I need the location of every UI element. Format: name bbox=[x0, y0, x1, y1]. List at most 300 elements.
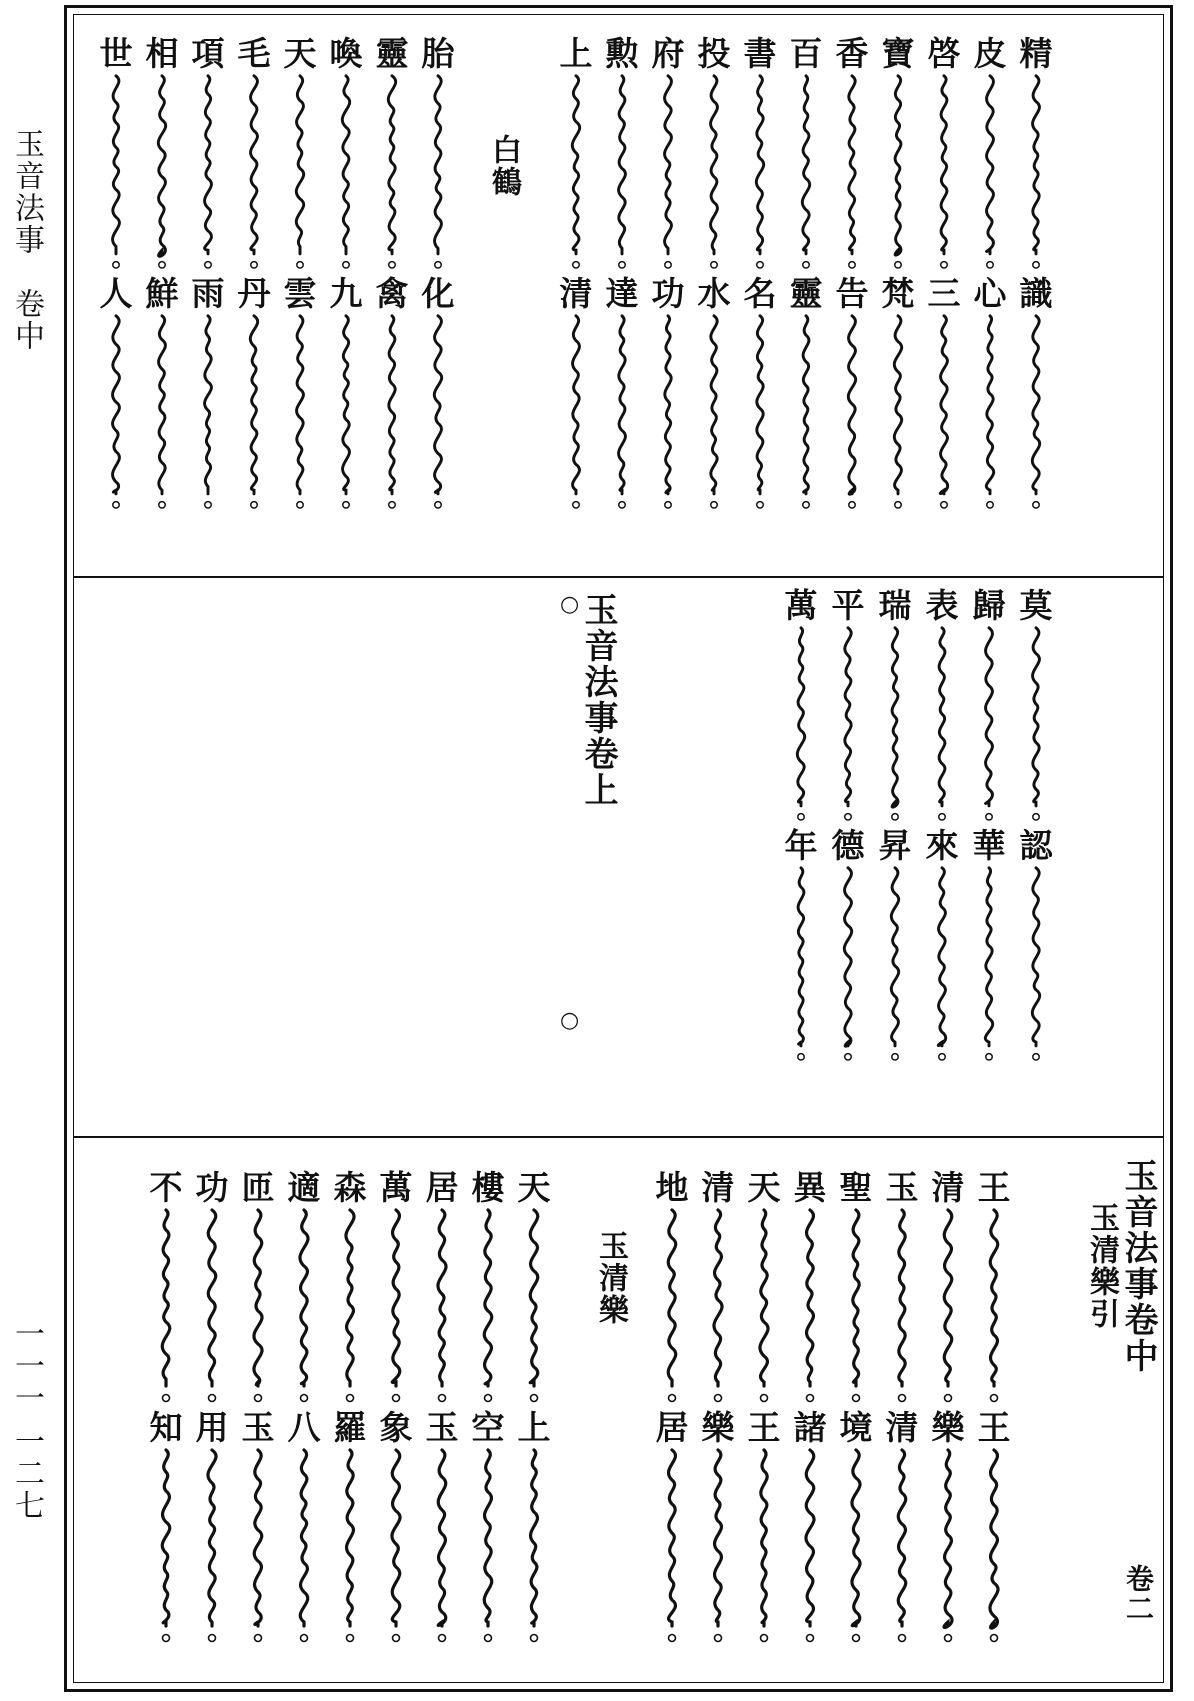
top-section bbox=[73, 14, 1164, 574]
lyric-unit bbox=[743, 34, 777, 274]
lyric-character: 八 bbox=[287, 1408, 321, 1447]
lyric-character: 適 bbox=[287, 1168, 321, 1207]
neume-stroke bbox=[793, 1448, 827, 1648]
neume-stroke bbox=[287, 1448, 321, 1648]
notation-column bbox=[743, 34, 777, 514]
lyric-unit bbox=[605, 34, 639, 274]
lyric-unit bbox=[191, 34, 225, 274]
neume-stroke bbox=[517, 1208, 551, 1408]
notation-column bbox=[972, 586, 1006, 1066]
neume-stroke bbox=[697, 74, 731, 274]
neume-stroke bbox=[831, 626, 865, 826]
lyric-character: 樂 bbox=[931, 1408, 965, 1447]
neume-stroke bbox=[931, 1448, 965, 1648]
notation-column bbox=[885, 1168, 919, 1648]
lyric-character: 丹 bbox=[237, 274, 271, 313]
lyric-character: 歸 bbox=[972, 586, 1006, 625]
lyric-unit bbox=[701, 1168, 735, 1408]
lyric-character: 來 bbox=[925, 826, 959, 865]
lyric-character: 寶 bbox=[881, 34, 915, 73]
lyric-unit bbox=[655, 1168, 689, 1408]
lyric-character: 雨 bbox=[191, 274, 225, 313]
lyric-unit bbox=[191, 274, 225, 514]
lyric-unit bbox=[283, 274, 317, 514]
lyric-character: 世 bbox=[99, 34, 133, 73]
lyric-character: 清 bbox=[931, 1168, 965, 1207]
lyric-character: 化 bbox=[421, 274, 455, 313]
lyric-character: 書 bbox=[743, 34, 777, 73]
notation-column bbox=[329, 34, 363, 514]
neume-stroke bbox=[379, 1208, 413, 1408]
lyric-character: 王 bbox=[747, 1408, 781, 1447]
neume-stroke bbox=[333, 1448, 367, 1648]
lyric-unit bbox=[99, 34, 133, 274]
lyric-character: 水 bbox=[697, 274, 731, 313]
neume-stroke bbox=[99, 314, 133, 514]
notation-column bbox=[973, 34, 1007, 514]
lyric-unit bbox=[241, 1408, 275, 1648]
lyric-unit bbox=[421, 274, 455, 514]
lyric-character: 玉 bbox=[885, 1168, 919, 1207]
neume-stroke bbox=[931, 1208, 965, 1408]
neume-stroke bbox=[878, 866, 912, 1066]
neume-stroke bbox=[195, 1208, 229, 1408]
lyric-character: 啓 bbox=[927, 34, 961, 73]
neume-stroke bbox=[145, 314, 179, 514]
neume-stroke bbox=[375, 314, 409, 514]
neume-stroke bbox=[701, 1208, 735, 1408]
lyric-unit bbox=[287, 1168, 321, 1408]
lyric-unit bbox=[651, 34, 685, 274]
neume-stroke bbox=[195, 1448, 229, 1648]
notation-column bbox=[379, 1168, 413, 1648]
lyric-unit bbox=[517, 1168, 551, 1408]
lyric-character: 玉 bbox=[425, 1408, 459, 1447]
neume-stroke bbox=[1019, 626, 1053, 826]
neume-stroke bbox=[421, 314, 455, 514]
neume-stroke bbox=[878, 626, 912, 826]
notation-column bbox=[149, 1168, 183, 1648]
lyric-unit bbox=[972, 826, 1006, 1066]
lyric-character: 平 bbox=[831, 586, 865, 625]
lyric-character: 居 bbox=[655, 1408, 689, 1447]
notation-column bbox=[784, 586, 818, 1066]
subtitle-baihe: 白鶴 bbox=[486, 134, 521, 198]
neume-stroke bbox=[784, 626, 818, 826]
neume-stroke bbox=[333, 1208, 367, 1408]
notation-column bbox=[195, 1168, 229, 1648]
neume-stroke bbox=[379, 1448, 413, 1648]
lyric-unit bbox=[793, 1408, 827, 1648]
neume-stroke bbox=[375, 74, 409, 274]
lyric-character: 王 bbox=[977, 1408, 1011, 1447]
neume-stroke bbox=[655, 1448, 689, 1648]
lyric-character: 人 bbox=[99, 274, 133, 313]
neume-stroke bbox=[425, 1208, 459, 1408]
lyric-unit bbox=[784, 826, 818, 1066]
neume-stroke bbox=[605, 314, 639, 514]
neume-stroke bbox=[651, 74, 685, 274]
notation-column bbox=[421, 34, 455, 514]
lyric-unit bbox=[697, 274, 731, 514]
neume-stroke bbox=[99, 74, 133, 274]
notation-column bbox=[517, 1168, 551, 1648]
lyric-unit bbox=[329, 34, 363, 274]
notation-column bbox=[333, 1168, 367, 1648]
neume-stroke bbox=[784, 866, 818, 1066]
neume-stroke bbox=[789, 314, 823, 514]
notation-column bbox=[839, 1168, 873, 1648]
lyric-unit bbox=[793, 1168, 827, 1408]
notation-column bbox=[878, 586, 912, 1066]
lyric-character: 象 bbox=[379, 1408, 413, 1447]
lyric-character: 心 bbox=[973, 274, 1007, 313]
lyric-character: 天 bbox=[517, 1168, 551, 1207]
lyric-character: 上 bbox=[517, 1408, 551, 1447]
lyric-unit bbox=[747, 1168, 781, 1408]
lyric-unit bbox=[651, 274, 685, 514]
neume-stroke bbox=[283, 74, 317, 274]
lyric-unit bbox=[839, 1168, 873, 1408]
lyric-unit bbox=[831, 586, 865, 826]
lyric-unit bbox=[333, 1408, 367, 1648]
neume-stroke bbox=[697, 314, 731, 514]
lyric-character: 瑞 bbox=[878, 586, 912, 625]
lyric-character: 九 bbox=[329, 274, 363, 313]
neume-stroke bbox=[789, 74, 823, 274]
lyric-unit bbox=[99, 274, 133, 514]
neume-stroke bbox=[925, 866, 959, 1066]
lyric-unit bbox=[237, 34, 271, 274]
neume-stroke bbox=[927, 314, 961, 514]
lyric-character: 毛 bbox=[237, 34, 271, 73]
neume-stroke bbox=[517, 1448, 551, 1648]
lyric-character: 相 bbox=[145, 34, 179, 73]
neume-stroke bbox=[655, 1208, 689, 1408]
neume-stroke bbox=[287, 1208, 321, 1408]
section-title-1: 玉清樂引 bbox=[1084, 1202, 1119, 1330]
lyric-unit bbox=[559, 274, 593, 514]
notation-column bbox=[471, 1168, 505, 1648]
neume-stroke bbox=[471, 1208, 505, 1408]
lyric-unit bbox=[972, 586, 1006, 826]
lyric-character: 昇 bbox=[878, 826, 912, 865]
lyric-character: 萬 bbox=[379, 1168, 413, 1207]
lyric-character: 靈 bbox=[375, 34, 409, 73]
lyric-character: 梵 bbox=[881, 274, 915, 313]
lyric-unit bbox=[927, 274, 961, 514]
neume-stroke bbox=[977, 1208, 1011, 1408]
neume-stroke bbox=[793, 1208, 827, 1408]
neume-stroke bbox=[421, 74, 455, 274]
neume-stroke bbox=[925, 626, 959, 826]
lyric-unit bbox=[1019, 34, 1053, 274]
lyric-unit bbox=[835, 34, 869, 274]
lyric-unit bbox=[655, 1408, 689, 1648]
lyric-character: 禽 bbox=[375, 274, 409, 313]
lyric-character: 華 bbox=[972, 826, 1006, 865]
neume-stroke bbox=[329, 314, 363, 514]
notation-column bbox=[831, 586, 865, 1066]
lyric-character: 年 bbox=[784, 826, 818, 865]
notation-column bbox=[287, 1168, 321, 1648]
neume-stroke bbox=[973, 314, 1007, 514]
neume-stroke bbox=[977, 1448, 1011, 1648]
lyric-unit bbox=[973, 274, 1007, 514]
lyric-character: 樂 bbox=[701, 1408, 735, 1447]
lyric-character: 達 bbox=[605, 274, 639, 313]
lyric-unit bbox=[425, 1168, 459, 1408]
lyric-unit bbox=[697, 34, 731, 274]
lyric-character: 居 bbox=[425, 1168, 459, 1207]
notation-column bbox=[237, 34, 271, 514]
page-frame bbox=[64, 5, 1173, 1692]
lyric-character: 精 bbox=[1019, 34, 1053, 73]
lyric-unit bbox=[789, 34, 823, 274]
lyric-character: 喚 bbox=[329, 34, 363, 73]
lyric-character: 森 bbox=[333, 1168, 367, 1207]
neume-stroke bbox=[835, 314, 869, 514]
lyric-unit bbox=[425, 1408, 459, 1648]
lyric-unit bbox=[881, 34, 915, 274]
lyric-unit bbox=[973, 34, 1007, 274]
lyric-unit bbox=[145, 34, 179, 274]
neume-stroke bbox=[835, 74, 869, 274]
lyric-character: 投 bbox=[697, 34, 731, 73]
lyric-character: 匝 bbox=[241, 1168, 275, 1207]
notation-column bbox=[651, 34, 685, 514]
lyric-character: 天 bbox=[747, 1168, 781, 1207]
lyric-unit bbox=[421, 34, 455, 274]
lyric-unit bbox=[1019, 826, 1053, 1066]
notation-column bbox=[927, 34, 961, 514]
lyric-character: 認 bbox=[1019, 826, 1053, 865]
notation-column bbox=[835, 34, 869, 514]
neume-stroke bbox=[237, 314, 271, 514]
circle-mark: ○ bbox=[560, 592, 580, 617]
lyric-character: 清 bbox=[559, 274, 593, 313]
notation-column bbox=[881, 34, 915, 514]
neume-stroke bbox=[839, 1448, 873, 1648]
lyric-character: 三 bbox=[927, 274, 961, 313]
notation-column bbox=[375, 34, 409, 514]
neume-stroke bbox=[329, 74, 363, 274]
lyric-character: 表 bbox=[925, 586, 959, 625]
lyric-character: 莫 bbox=[1019, 586, 1053, 625]
section-title-2: 玉清樂 bbox=[593, 1230, 628, 1326]
notation-column bbox=[747, 1168, 781, 1648]
neume-stroke bbox=[972, 866, 1006, 1066]
neume-stroke bbox=[237, 74, 271, 274]
lyric-unit bbox=[784, 586, 818, 826]
notation-column bbox=[241, 1168, 275, 1648]
lyric-character: 地 bbox=[655, 1168, 689, 1207]
lyric-character: 鮮 bbox=[145, 274, 179, 313]
lyric-character: 胎 bbox=[421, 34, 455, 73]
lyric-unit bbox=[379, 1168, 413, 1408]
lyric-character: 府 bbox=[651, 34, 685, 73]
lyric-character: 知 bbox=[149, 1408, 183, 1447]
lyric-unit bbox=[1019, 274, 1053, 514]
notation-column bbox=[425, 1168, 459, 1648]
lyric-character: 上 bbox=[559, 34, 593, 73]
neume-stroke bbox=[425, 1448, 459, 1648]
lyric-unit bbox=[835, 274, 869, 514]
neume-stroke bbox=[973, 74, 1007, 274]
circle-mark: ○ bbox=[560, 1008, 580, 1033]
lyric-character: 異 bbox=[793, 1168, 827, 1207]
lyric-character: 靈 bbox=[789, 274, 823, 313]
lyric-unit bbox=[379, 1408, 413, 1648]
lyric-character: 萬 bbox=[784, 586, 818, 625]
neume-stroke bbox=[743, 314, 777, 514]
lyric-character: 百 bbox=[789, 34, 823, 73]
lyric-unit bbox=[559, 34, 593, 274]
lyric-unit bbox=[149, 1168, 183, 1408]
lyric-unit bbox=[517, 1408, 551, 1648]
neume-stroke bbox=[145, 74, 179, 274]
lyric-character: 玉 bbox=[241, 1408, 275, 1447]
lyric-unit bbox=[375, 34, 409, 274]
neume-stroke bbox=[241, 1208, 275, 1408]
lyric-unit bbox=[1019, 586, 1053, 826]
lyric-character: 識 bbox=[1019, 274, 1053, 313]
neume-stroke bbox=[559, 74, 593, 274]
neume-stroke bbox=[885, 1208, 919, 1408]
neume-stroke bbox=[701, 1448, 735, 1648]
lyric-unit bbox=[931, 1168, 965, 1408]
lyric-unit bbox=[878, 826, 912, 1066]
neume-stroke bbox=[651, 314, 685, 514]
neume-stroke bbox=[927, 74, 961, 274]
lyric-character: 聖 bbox=[839, 1168, 873, 1207]
lyric-unit bbox=[885, 1408, 919, 1648]
notation-column bbox=[1019, 586, 1053, 1066]
neume-stroke bbox=[972, 626, 1006, 826]
lyric-character: 功 bbox=[195, 1168, 229, 1207]
neume-stroke bbox=[605, 74, 639, 274]
notation-column bbox=[283, 34, 317, 514]
neume-stroke bbox=[839, 1208, 873, 1408]
lyric-unit bbox=[329, 274, 363, 514]
lyric-unit bbox=[287, 1408, 321, 1648]
neume-stroke bbox=[149, 1208, 183, 1408]
lyric-unit bbox=[789, 274, 823, 514]
notation-column bbox=[931, 1168, 965, 1648]
notation-column bbox=[559, 34, 593, 514]
page-number-margin: 一一一 一二七 bbox=[9, 1318, 44, 1522]
lyric-character: 皮 bbox=[973, 34, 1007, 73]
lyric-unit bbox=[237, 274, 271, 514]
book-title-margin: 玉音法事 卷中 bbox=[9, 128, 44, 352]
notation-column bbox=[697, 34, 731, 514]
lyric-character: 香 bbox=[835, 34, 869, 73]
bottom-section bbox=[73, 1136, 1164, 1683]
lyric-unit bbox=[839, 1408, 873, 1648]
lyric-unit bbox=[241, 1168, 275, 1408]
neume-stroke bbox=[241, 1448, 275, 1648]
neume-stroke bbox=[149, 1448, 183, 1648]
notation-column bbox=[99, 34, 133, 514]
neume-stroke bbox=[1019, 866, 1053, 1066]
lyric-unit bbox=[145, 274, 179, 514]
lyric-unit bbox=[471, 1408, 505, 1648]
neume-stroke bbox=[747, 1208, 781, 1408]
lyric-unit bbox=[925, 586, 959, 826]
middle-section bbox=[73, 576, 1164, 1136]
notation-column bbox=[977, 1168, 1011, 1648]
lyric-character: 勲 bbox=[605, 34, 639, 73]
end-title: 玉音法事卷上 bbox=[578, 592, 618, 808]
notation-column bbox=[701, 1168, 735, 1648]
lyric-unit bbox=[283, 34, 317, 274]
lyric-unit bbox=[977, 1168, 1011, 1408]
lyric-unit bbox=[375, 274, 409, 514]
lyric-unit bbox=[605, 274, 639, 514]
lyric-character: 清 bbox=[701, 1168, 735, 1207]
lyric-character: 清 bbox=[885, 1408, 919, 1447]
lyric-unit bbox=[701, 1408, 735, 1648]
lyric-character: 天 bbox=[283, 34, 317, 73]
lyric-character: 不 bbox=[149, 1168, 183, 1207]
lyric-unit bbox=[747, 1408, 781, 1648]
neume-stroke bbox=[191, 314, 225, 514]
lyric-unit bbox=[471, 1168, 505, 1408]
section-marker: 卷二 bbox=[1122, 1564, 1155, 1624]
neume-stroke bbox=[1019, 314, 1053, 514]
lyric-character: 名 bbox=[743, 274, 777, 313]
neume-stroke bbox=[881, 74, 915, 274]
lyric-unit bbox=[149, 1408, 183, 1648]
lyric-character: 樓 bbox=[471, 1168, 505, 1207]
neume-stroke bbox=[471, 1448, 505, 1648]
lyric-unit bbox=[831, 826, 865, 1066]
notation-column bbox=[145, 34, 179, 514]
lyric-character: 項 bbox=[191, 34, 225, 73]
lyric-unit bbox=[931, 1408, 965, 1648]
lyric-character: 諸 bbox=[793, 1408, 827, 1447]
notation-column bbox=[655, 1168, 689, 1648]
neume-stroke bbox=[283, 314, 317, 514]
neume-stroke bbox=[743, 74, 777, 274]
neume-stroke bbox=[831, 866, 865, 1066]
lyric-unit bbox=[195, 1408, 229, 1648]
lyric-character: 德 bbox=[831, 826, 865, 865]
lyric-character: 空 bbox=[471, 1408, 505, 1447]
lyric-character: 功 bbox=[651, 274, 685, 313]
neume-stroke bbox=[191, 74, 225, 274]
lyric-unit bbox=[885, 1168, 919, 1408]
neume-stroke bbox=[881, 314, 915, 514]
lyric-unit bbox=[925, 826, 959, 1066]
lyric-unit bbox=[333, 1168, 367, 1408]
lyric-character: 羅 bbox=[333, 1408, 367, 1447]
notation-column bbox=[1019, 34, 1053, 514]
lyric-unit bbox=[881, 274, 915, 514]
lyric-character: 用 bbox=[195, 1408, 229, 1447]
notation-column bbox=[605, 34, 639, 514]
lyric-unit bbox=[878, 586, 912, 826]
lyric-unit bbox=[195, 1168, 229, 1408]
neume-stroke bbox=[1019, 74, 1053, 274]
neume-stroke bbox=[747, 1448, 781, 1648]
lyric-character: 雲 bbox=[283, 274, 317, 313]
neume-stroke bbox=[559, 314, 593, 514]
lyric-unit bbox=[977, 1408, 1011, 1648]
notation-column bbox=[925, 586, 959, 1066]
lyric-character: 境 bbox=[839, 1408, 873, 1447]
notation-column bbox=[789, 34, 823, 514]
